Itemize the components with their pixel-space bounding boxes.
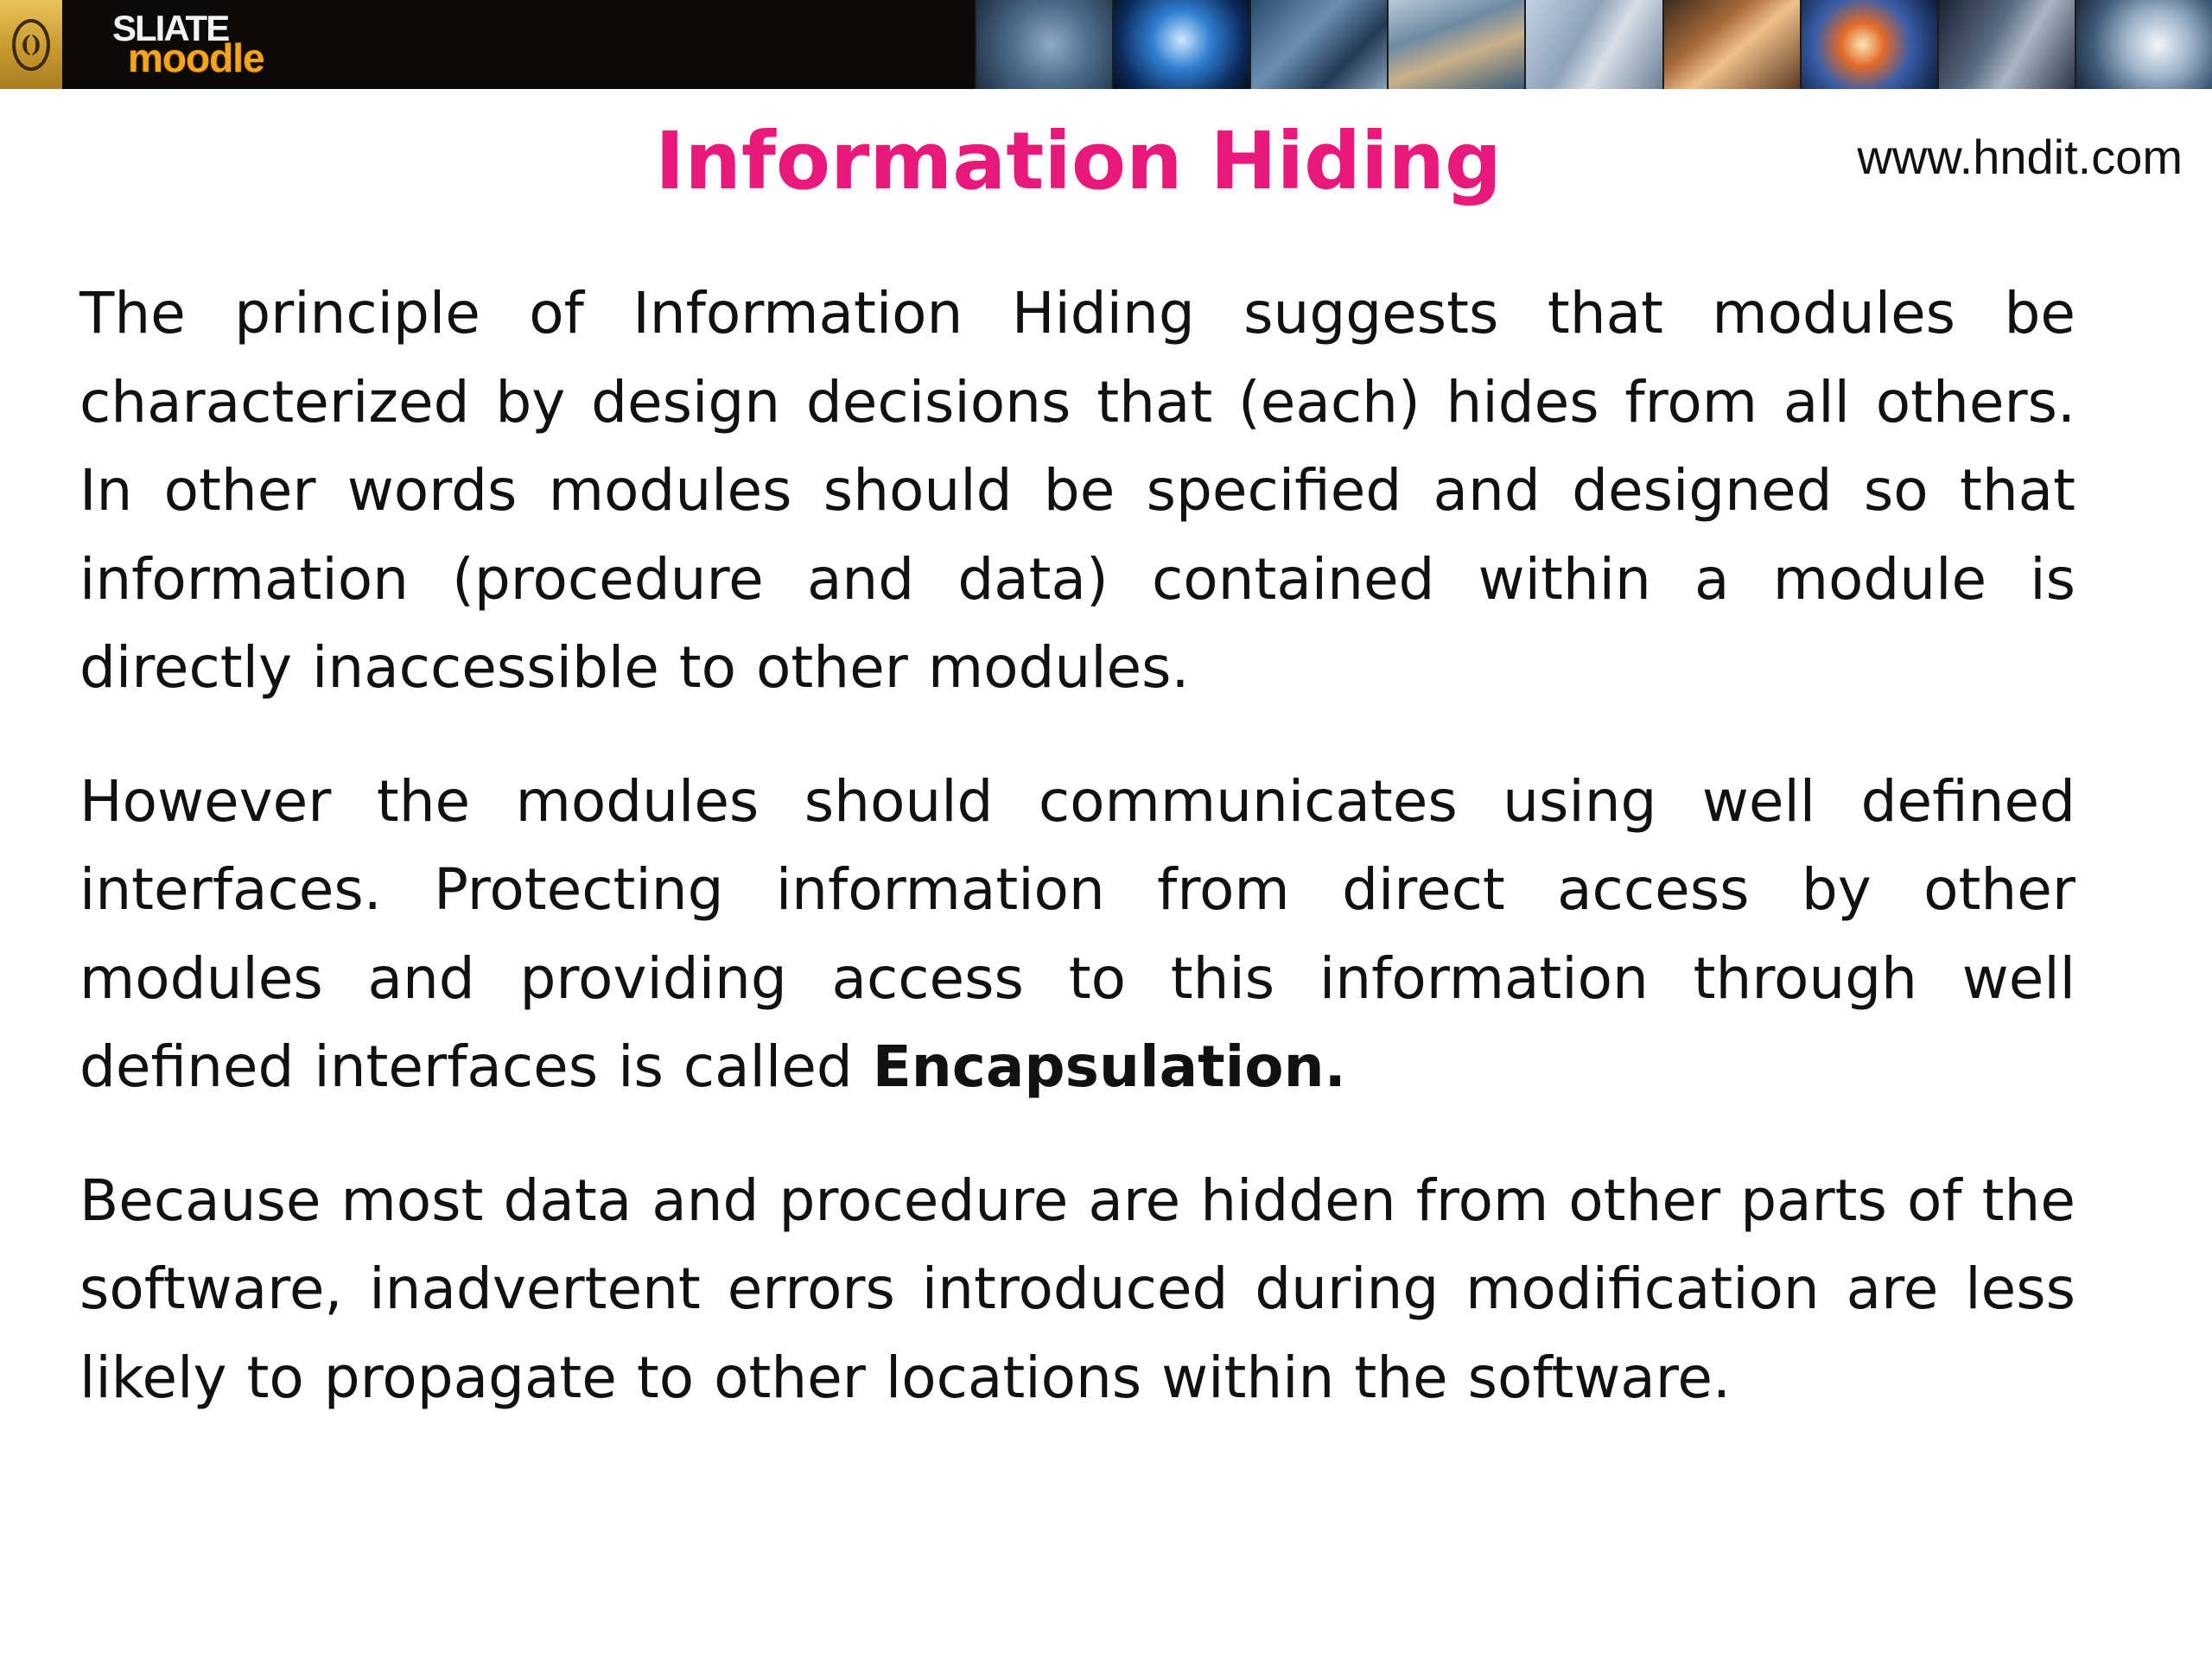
- institution-logo: [0, 0, 62, 89]
- sliate-moodle-logo: [112, 9, 320, 81]
- logo-emblem: (): [12, 19, 50, 71]
- brand-name-bottom: moodle: [128, 35, 264, 80]
- slide-title-text: Information Hiding: [655, 115, 1502, 207]
- robot-photo: [975, 0, 1112, 89]
- slide-body: [79, 270, 2075, 1467]
- keyboard-photo: [1249, 0, 1387, 89]
- earth-photo: [1800, 0, 1937, 89]
- technology-photo: [1937, 0, 2075, 89]
- globe-photo: [1112, 0, 1249, 89]
- header-banner: [0, 0, 2212, 89]
- student-photo: [1387, 0, 1524, 89]
- paragraph-error-propagation: Because most data and procedure are hidden from other parts of the software, inadvertent errors introduced during modification are less likely to propagate to other locations within the software.: [79, 1166, 2075, 1411]
- brand-name-top: SLIATE: [112, 8, 229, 48]
- paragraph-encapsulation-text: However the modules should communicates using well defined interfaces. Protecting information from direct access by other modules and providing access to this information through well defined interfaces is called: [79, 767, 2075, 1100]
- website-url: www.hndit.com: [1857, 130, 2183, 184]
- laptop-photo: [1524, 0, 1662, 89]
- encapsulation-term: Encapsulation.: [872, 1033, 1346, 1100]
- paragraph-information-hiding: The principle of Information Hiding suggests that modules be characterized by design decisions that (each) hides from all others. In other words modules should be specified and designed so that information (procedure and data) contained within a module is directly inaccessible to other modules.: [79, 280, 2075, 701]
- banner-photo-strip: [975, 0, 2212, 89]
- eye-photo: [2075, 0, 2212, 89]
- paragraph-encapsulation: [79, 758, 2075, 1112]
- classroom-photo: [1662, 0, 1800, 89]
